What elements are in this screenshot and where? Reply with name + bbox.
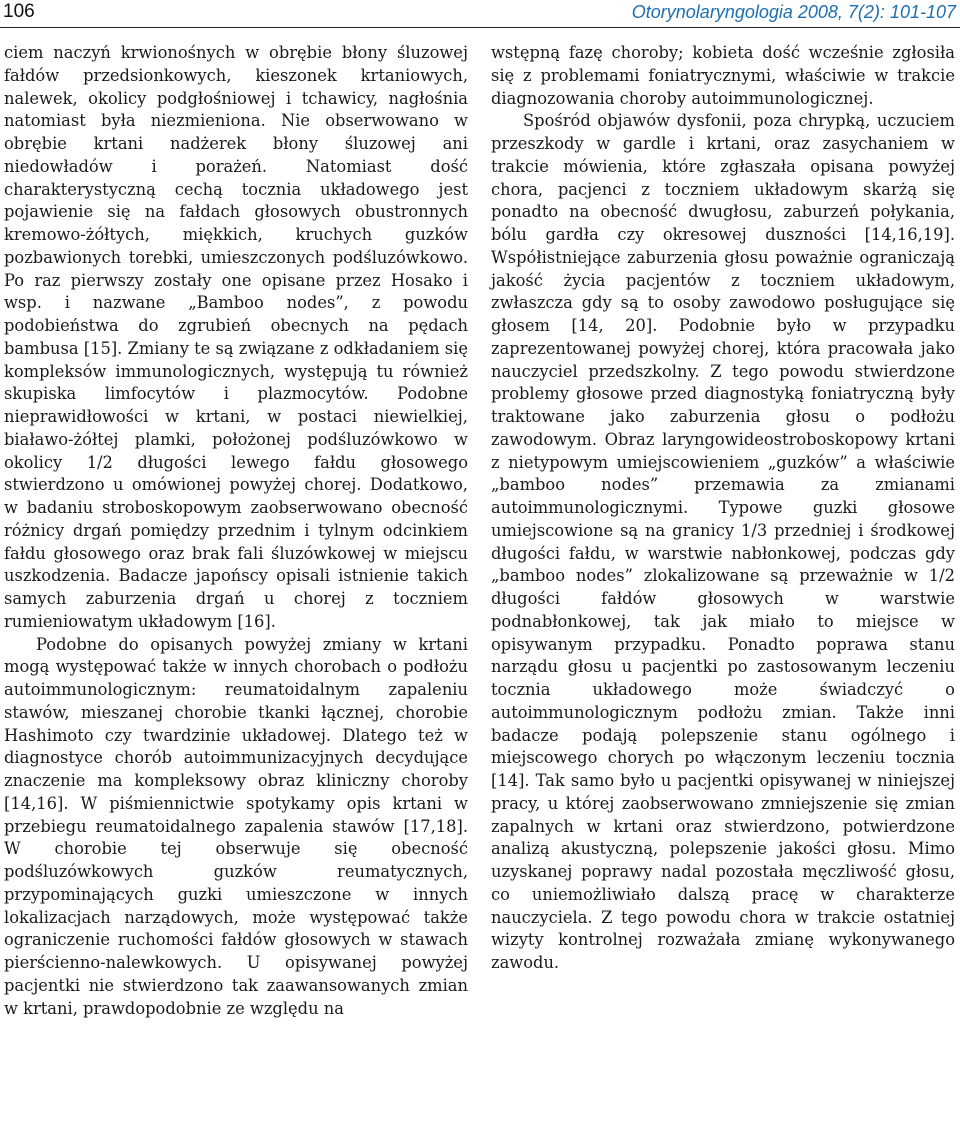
left-paragraph-1: ciem naczyń krwionośnych w obrębie błony śluzowej fałdów przedsionkowych, kieszonek krtaniowych, nalewek, okolicy podgłośniowej i tchawicy, nagłośnia natomiast była niezmieniona. Nie obserwowano w obrębie krtani nadżerek błony śluzowej ani niedowładów i porażeń. Natomiast dość charakterystyczną cechą tocznia układowego jest pojawienie się na fałdach głosowych obustronnych kremowo-żółtych, miękkich, kruchych guzków pozbawionych torebki, umieszczonych podśluzówkowo. Po raz pierwszy zostały one opisane przez Hosako i wsp. i nazwane „Bamboo nodes”, z powodu podobieństwa do zgrubień obecnych na pędach bambusa [15]. Zmiany te są związane z odkładaniem się kompleksów immunologicznych, występują tu również skupiska limfocytów i plazmocytów. Podobne nieprawidłowości w krtani, w postaci niewielkiej, białawo-żółtej plamki, położonej podśluzówkowo w okolicy 1/2 długości lewego fałdu głosowego stwierdzono u omówionej powyżej chorej. Dodatkowo, w badaniu stroboskopowym zaobserwowano obecność różnicy drgań pomiędzy przednim i tylnym odcinkiem fałdu głosowego oraz brak fali śluzówkowej w miejscu uszkodzenia. Badacze japońscy opisali istnienie takich samych zaburzenia drgań u chorej z toczniem rumieniowatym układowym [16]. [4, 43, 468, 631]
left-paragraph-2: Podobne do opisanych powyżej zmiany w krtani mogą występować także w innych chorobach o podłożu autoimmunologicznym: reumatoidalnym zapaleniu stawów, mieszanej chorobie tkanki łącznej, chorobie Hashimoto czy twardzinie układowej. Dlatego też w diagnostyce chorób autoimmunizacyjnych decydujące znaczenie ma kompleksowy obraz kliniczny choroby [14,16]. W piśmiennictwie spotykamy opis krtani w przebiegu reumatoidalnego zapalenia stawów [17,18]. W chorobie tej obserwuje się obecność podśluzówkowych guzków reumatycznych, przypominających guzki umieszczone w innych lokalizacjach narządowych, może występować także ograniczenie ruchomości fałdów głosowych w stawach pierścienno-nalewkowych. U opisywanej powyżej pacjentki nie stwierdzono tak zaawansowanych zmian w krtani, prawdopodobnie ze względu na [4, 634, 468, 1018]
right-paragraph-2: Spośród objawów dysfonii, poza chrypką, uczuciem przeszkody w gardle i krtani, oraz zasychaniem w trakcie mówienia, które zgłaszała opisana powyżej chora, pacjenci z toczniem układowym skarżą się ponadto na obecność dwugłosu, zaburzeń połykania, bólu gardła czy okresowej duszności [14,16,19]. Współistniejące zaburzenia głosu poważnie ograniczają jakość życia pacjentów z toczniem układowym, zwłaszcza gdy są to osoby zawodowo posługujące się głosem [14, 20]. Podobnie było w przypadku zaprezentowanej powyżej chorej, która pracowała jako nauczyciel przedszkolny. Z tego powodu stwierdzone problemy głosowe przed diagnostyką foniatryczną były traktowane jako zaburzenia głosu o podłożu zawodowym. Obraz laryngowideostroboskopowy krtani z nietypowym umiejscowieniem „guzków” a właściwie „bamboo nodes” przemawia za zmianami autoimmunologicznymi. Typowe guzki głosowe umiejscowione są na granicy 1/3 przedniej i środkowej długości fałdu, w warstwie nabłonkowej, podczas gdy „bamboo nodes” zlokalizowane są przeważnie w 1/2 długości fałdów głosowych w warstwie podnabłonkowej, tak jak miało to miejsce w opisywanym przypadku. Ponadto poprawa stanu narządu głosu u pacjentki po zastosowanym leczeniu tocznia układowego może świadczyć o autoimmunologicznym podłożu zmian. Także inni badacze podają polepszenie stanu ogólnego i miejscowego chorych po włączonym leczeniu tocznia [14]. Tak samo było u pacjentki opisywanej w niniejszej pracy, u której zaobserwowano zmniejszenie się zmian zapalnych w krtani oraz stwierdzono, potwierdzone analizą akustyczną, polepszenie jakości głosu. Mimo uzyskanej poprawy nadal pozostała męczliwość głosu, co uniemożliwiało dalszą pracę w charakterze nauczyciela. Z tego powodu chora w trakcie ostatniej wizyty kontrolnej rozważała zmianę wykonywanego zawodu. [491, 111, 955, 972]
right-paragraph-1: wstępną fazę choroby; kobieta dość wcześnie zgłosiła się z problemami foniatrycznymi, właściwie w trakcie diagnozowania choroby autoimmunologicznej. [491, 43, 955, 108]
page-header [0, 0, 960, 28]
left-column [4, 42, 468, 1020]
journal-reference: Otorynolaryngologia 2008, 7(2): 101-107 [631, 2, 956, 22]
page-number: 106 [3, 1, 35, 22]
header-rule [0, 27, 960, 28]
right-column [491, 42, 955, 975]
